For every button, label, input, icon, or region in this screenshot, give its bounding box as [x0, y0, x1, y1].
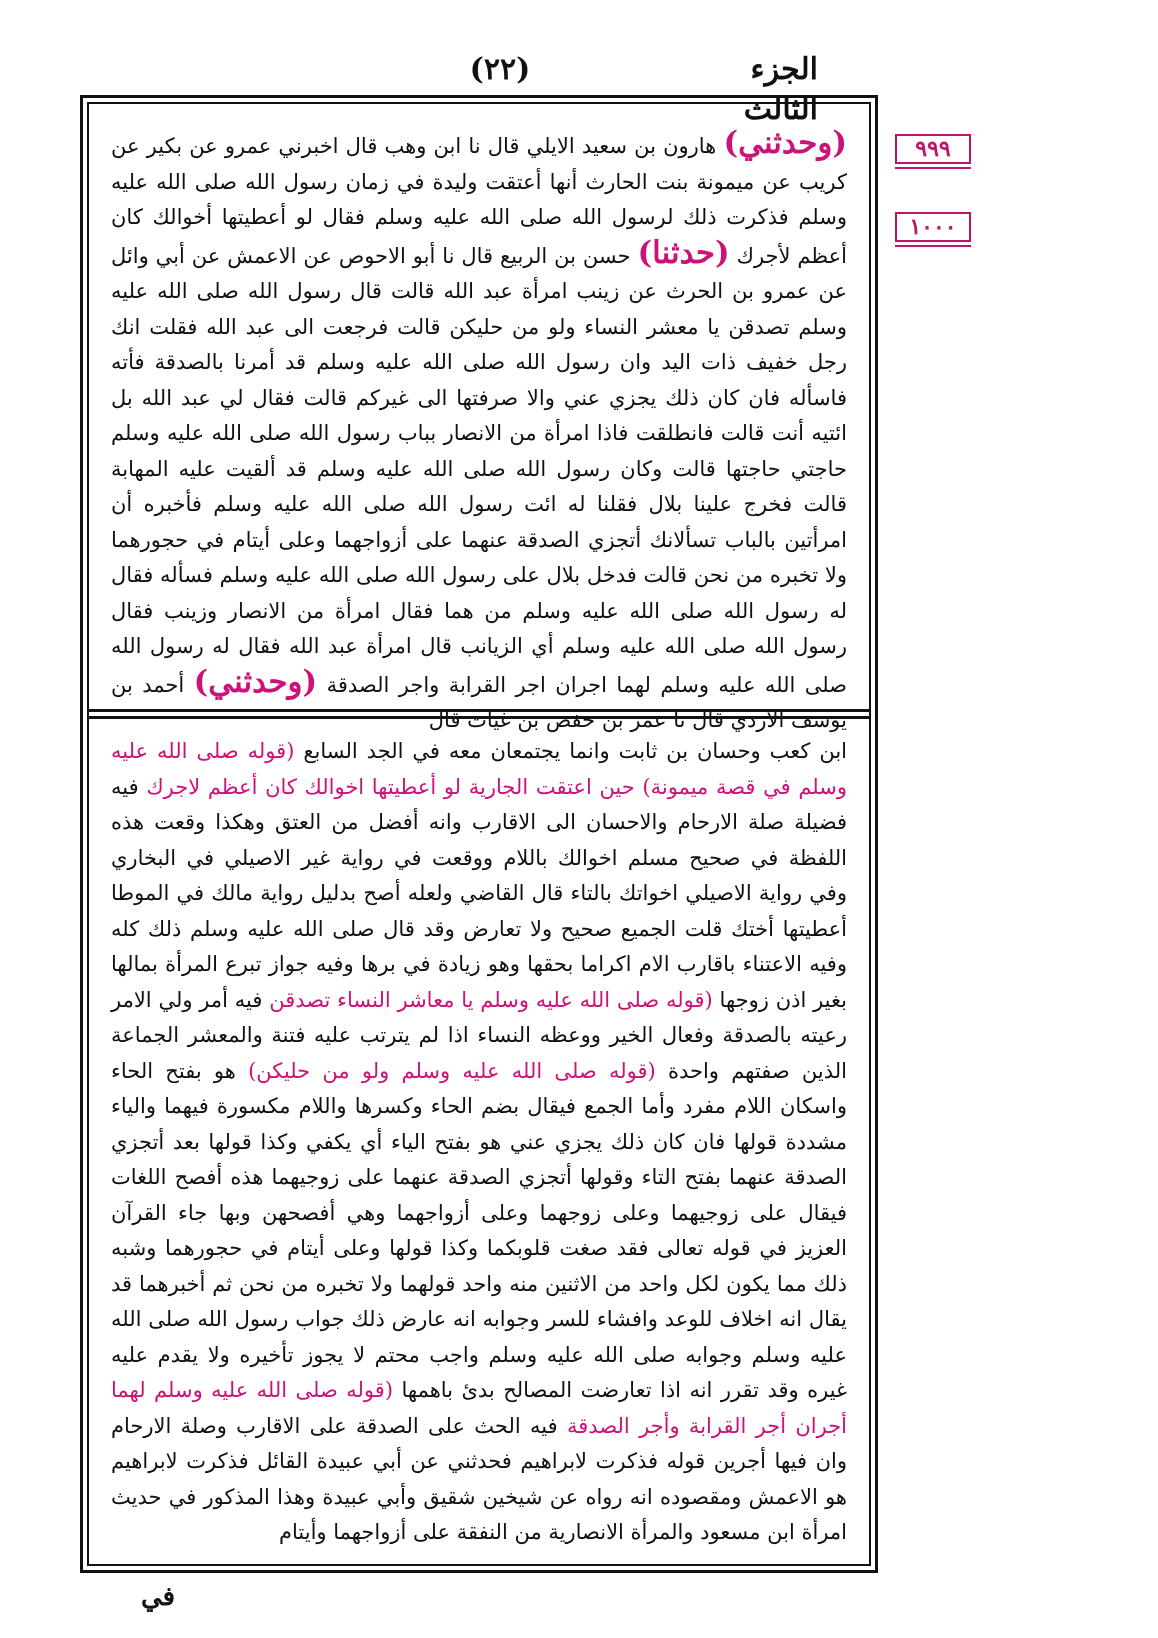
page-number: (٢٢) [469, 52, 531, 87]
narration-keyword: (وحدثني) [723, 125, 847, 161]
hadith-number-box: ٩٩٩ [895, 134, 971, 164]
catchword: في [140, 1582, 176, 1612]
hadith-paragraph: حسن بن الربيع قال نا أبو الاحوص عن الاعمش عن أبي وائل عن عمرو بن الحرث عن زينب امرأة عبد الله قالت قال رسول الله صلى الله عليه وسلم تصدقن يا معشر النساء ولو من حليكن قالت فرجعت الى عبد الله فقلت انك رجل خفيف ذات اليد وان رسول الله صلى الله عليه وسلم قد أمرنا بالصدقة فأته فاسأله فان كان ذلك يجزي عني والا صرفتها الى غيركم قالت فقال لي عبد الله بل ائتيه أنت قالت فانطلقت فاذا امرأة من الانصار بباب رسول الله صلى الله عليه وسلم حاجتي حاجتها قالت وكان رسول الله صلى الله عليه وسلم قد ألقيت عليه المهابة قالت فخرج علينا بلال فقلنا له ائت رسول الله صلى الله عليه وسلم فأخبره أن امرأتين بالباب تسألانك أتجزي الصدقة عنهما على أزواجهما وعلى أيتام في حجورهما ولا تخبره من نحن قالت فدخل بلال على رسول الله صلى الله عليه وسلم فسأله فقال له رسول الله صلى الله عليه وسلم من هما فقال امرأة من الانصار وزينب فقال رسول الله صلى الله عليه وسلم أي الزيانب قال امرأة عبد الله فقال له رسول الله صلى الله عليه وسلم لهما اجران اجر القرابة واجر الصدقة [111, 243, 847, 697]
commentary-paragraph: فيه فضيلة صلة الارحام والاحسان الى الاقارب وانه أفضل من العتق وهكذا وقعت هذه اللفظة في صحيح مسلم اخوالك باللام ووقعت في رواية غير الاصيلي في البخاري وفي رواية الاصيلي اخواتك بالتاء قال القاضي ولعله أصح بدليل رواية مالك في الموطا أعطيتها أختك قلت الجميع صحيح ولا تعارض وقد قال صلى الله عليه وسلم ذلك كله وفيه الاعتناء باقارب الام اكراما بحقها وهو زيادة في برها وفيه جواز تبرع المرأة بمالها بغير اذن زوجها [111, 774, 847, 1012]
hadith-text [111, 125, 848, 732]
commentary-paragraph: فيه الحث على الصدقة على الاقارب وصلة الارحام وان فيها أجرين قوله فذكرت لابراهيم فحدثني عن أبي عبيدة القائل فذكرت لابراهيم هو الاعمش ومقصوده انه رواه عن شيخين شقيق وأبي عبيدة وهذا المذكور في حديث امرأة ابن مسعود والمرأة الانصارية من النفقة على أزواجهما وأيتام [111, 1413, 847, 1544]
commentary-quote: (قوله صلى الله عليه وسلم ولو من حليكن) [248, 1058, 656, 1083]
narration-keyword: (وحدثني) [193, 663, 318, 700]
commentary-quote: (قوله صلى الله عليه وسلم في قصة ميمونة) حين اعتقت الجارية لو أعطيتها اخوالك كان أعظم لاجرك [111, 739, 847, 799]
commentary-paragraph: هو بفتح الحاء واسكان اللام مفرد وأما الجمع فيقال بضم الحاء وكسرها واللام مكسورة فيهما والياء مشددة قولها فان كان ذلك يجزي عني هو بفتح الياء أي يكفي وكذا قولها بعد أتجزي الصدقة عنهما بفتح التاء وقولها أتجزي الصدقة عنهما على زوجيهما هذه أفصح اللغات فيقال على زوجيهما وعلى زوجهما وعلى أزواجهما وهي أفصحهن وبها جاء القرآن العزيز في قوله تعالى فقد صغت قلوبكما وكذا قولها وعلى أيتام في حجورهما وشبه ذلك مما يكون لكل واحد من الاثنين منه واحد قولهما ولا تخبره من نحن ثم أخبرهما قد يقال انه اخلاف للوعد وافشاء للسر وجوابه انه عارض ذلك جواب رسول الله صلى الله عليه وسلم وجوابه صلى الله عليه وسلم واجب محتم لا يجوز تأخيره ولا يقدم عليه غيره وقد تقرر انه اذا تعارضت المصالح بدئ باهمها [111, 1058, 847, 1402]
commentary-paragraph: فيه أمر ولي الامر رعيته بالصدقة وفعال الخير ووعظه النساء اذا لم يترتب عليه فتنة والمعشر الجماعة الذين صفتهم واحدة [111, 987, 847, 1083]
section-separator [89, 709, 869, 719]
commentary-quote: (قوله صلى الله عليه وسلم يا معاشر النساء تصدقن [269, 987, 713, 1012]
commentary-text [111, 734, 848, 1544]
narration-keyword: (حدثنا) [637, 234, 730, 271]
hadith-number-box: ١٠٠٠ [895, 212, 971, 242]
page-frame-inner [87, 102, 871, 1566]
running-header-volume: الجزء الثالث [743, 52, 818, 127]
commentary-paragraph: ابن كعب وحسان بن ثابت وانما يجتمعان معه في الجد السابع [303, 739, 847, 763]
hadith-paragraph: أحمد بن يوسف الازدي قال نا عمر بن حفص بن غياث قال [111, 672, 847, 732]
hadith-paragraph: هارون بن سعيد الايلي قال نا ابن وهب قال اخبرني عمرو عن بكير عن كريب عن ميمونة بنت الحارث أنها أعتقت وليدة في زمان رسول الله صلى الله عليه وسلم فذكرت ذلك لرسول الله صلى الله عليه وسلم فقال لو أعطيتها أخوالك كان أعظم لأجرك [111, 134, 848, 268]
commentary-quote: (قوله صلى الله عليه وسلم لهما أجران أجر القرابة وأجر الصدقة [111, 1378, 848, 1438]
page-frame [80, 95, 878, 1573]
